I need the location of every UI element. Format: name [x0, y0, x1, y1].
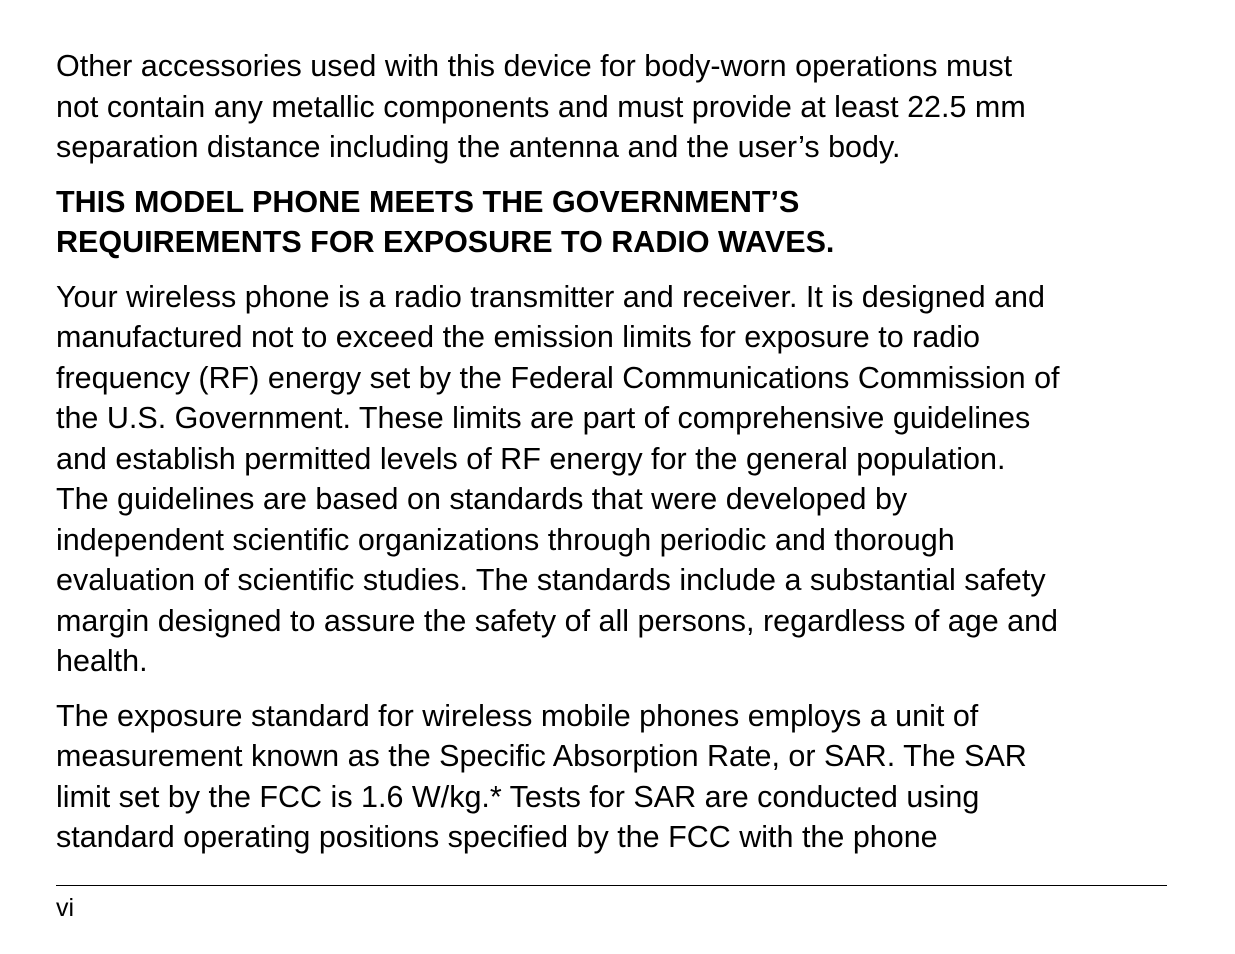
paragraph-line: not contain any metallic components and must provide at least 22.5 mm	[56, 89, 1026, 124]
heading-line: REQUIREMENTS FOR EXPOSURE TO RADIO WAVES.	[56, 225, 835, 259]
paragraph-line: The guidelines are based on standards that were developed by	[56, 482, 908, 516]
paragraph-line: Your wireless phone is a radio transmitter and receiver. It is designed and	[56, 279, 1045, 314]
paragraph-line: independent scientific organizations through periodic and thorough	[56, 522, 955, 557]
paragraph-line: separation distance including the antenna and the user’s body.	[56, 130, 901, 164]
paragraph-line: health.	[56, 644, 148, 678]
document-page	[56, 46, 1168, 872]
paragraph-line: evaluation of scientific studies. The standards include a substantial safety	[56, 563, 1046, 597]
paragraph-line: frequency (RF) energy set by the Federal Communications Commission of	[56, 360, 1060, 395]
paragraph-line: Other accessories used with this device for body-worn operations must	[56, 49, 1013, 83]
footer-divider	[56, 885, 1167, 886]
paragraph-line: margin designed to assure the safety of all persons, regardless of age and	[56, 603, 1059, 638]
paragraph-body-worn-accessories	[56, 46, 1168, 168]
paragraph-line: limit set by the FCC is 1.6 W/kg.* Tests for SAR are conducted using	[56, 779, 980, 814]
page-number: vi	[56, 894, 75, 922]
section-heading	[56, 182, 1168, 263]
paragraph-line: and establish permitted levels of RF energy for the general population.	[56, 441, 1006, 476]
paragraph-line: measurement known as the Specific Absorption Rate, or SAR. The SAR	[56, 739, 1027, 773]
paragraph-radio-transmitter	[56, 277, 1168, 682]
paragraph-line: The exposure standard for wireless mobile phones employs a unit of	[56, 698, 979, 733]
paragraph-sar-standard	[56, 696, 1168, 858]
heading-line: THIS MODEL PHONE MEETS THE GOVERNMENT’S	[56, 184, 800, 219]
paragraph-line: standard operating positions specified by the FCC with the phone	[56, 820, 938, 854]
paragraph-line: the U.S. Government. These limits are part of comprehensive guidelines	[56, 401, 1031, 435]
paragraph-line: manufactured not to exceed the emission limits for exposure to radio	[56, 320, 980, 354]
